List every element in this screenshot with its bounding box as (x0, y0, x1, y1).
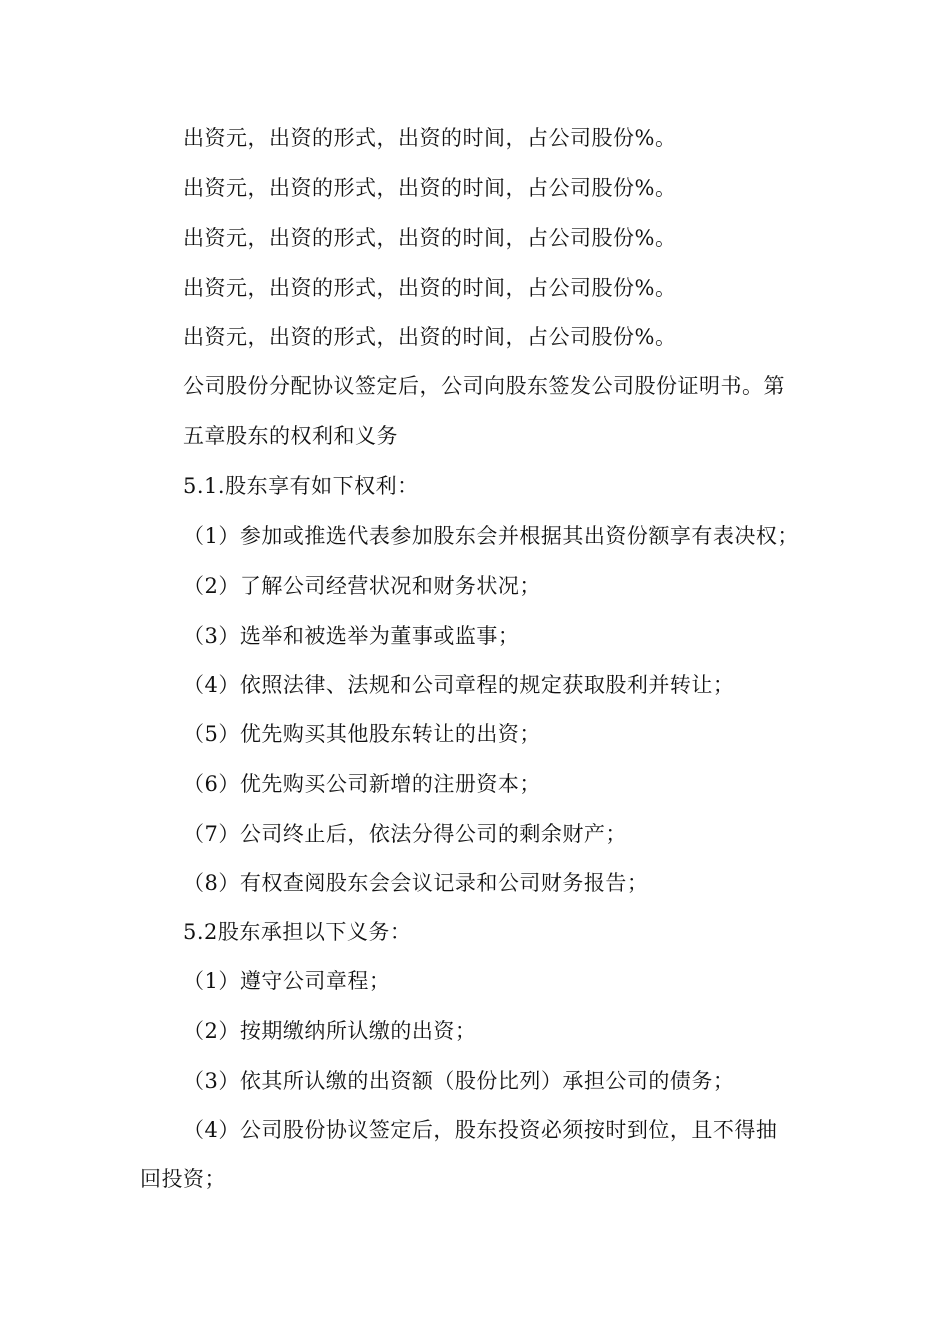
chapter-heading: 五章股东的权利和义务 (183, 424, 398, 448)
contribution-line-1: 出资元，出资的形式，出资的时间，占公司股份%。 (183, 126, 677, 150)
rights-item-2: （2）了解公司经营状况和财务状况； (183, 574, 541, 598)
rights-item-8: （8）有权查阅股东会会议记录和公司财务报告； (183, 871, 649, 895)
obligations-item-4: （4）公司股份协议签定后，股东投资必须按时到位，且不得抽 (183, 1118, 778, 1142)
obligations-item-3: （3）依其所认缴的出资额（股份比列）承担公司的债务； (183, 1069, 735, 1093)
rights-item-5: （5）优先购买其他股东转让的出资； (183, 722, 541, 746)
rights-item-4: （4）依照法律、法规和公司章程的规定获取股利并转让； (183, 673, 735, 697)
rights-item-7: （7）公司终止后，依法分得公司的剩余财产； (183, 822, 627, 846)
rights-item-3: （3）选举和被选举为董事或监事； (183, 624, 520, 648)
obligations-item-2: （2）按期缴纳所认缴的出资； (183, 1019, 477, 1043)
contribution-line-3: 出资元，出资的形式，出资的时间，占公司股份%。 (183, 226, 677, 250)
share-certificate-paragraph: 公司股份分配协议签定后，公司向股东签发公司股份证明书。第 (183, 374, 785, 398)
contribution-line-4: 出资元，出资的形式，出资的时间，占公司股份%。 (183, 276, 677, 300)
obligations-item-4-continuation: 回投资； (140, 1167, 226, 1191)
obligations-item-1: （1）遵守公司章程； (183, 969, 391, 993)
contribution-line-5: 出资元，出资的形式，出资的时间，占公司股份%。 (183, 325, 677, 349)
section-5-2-heading: 5.2股东承担以下义务： (183, 920, 412, 944)
section-5-1-heading: 5.1.股东享有如下权利： (183, 474, 419, 498)
contribution-line-2: 出资元，出资的形式，出资的时间，占公司股份%。 (183, 176, 677, 200)
rights-item-6: （6）优先购买公司新增的注册资本； (183, 772, 541, 796)
rights-item-1: （1）参加或推选代表参加股东会并根据其出资份额享有表决权； (183, 524, 799, 548)
